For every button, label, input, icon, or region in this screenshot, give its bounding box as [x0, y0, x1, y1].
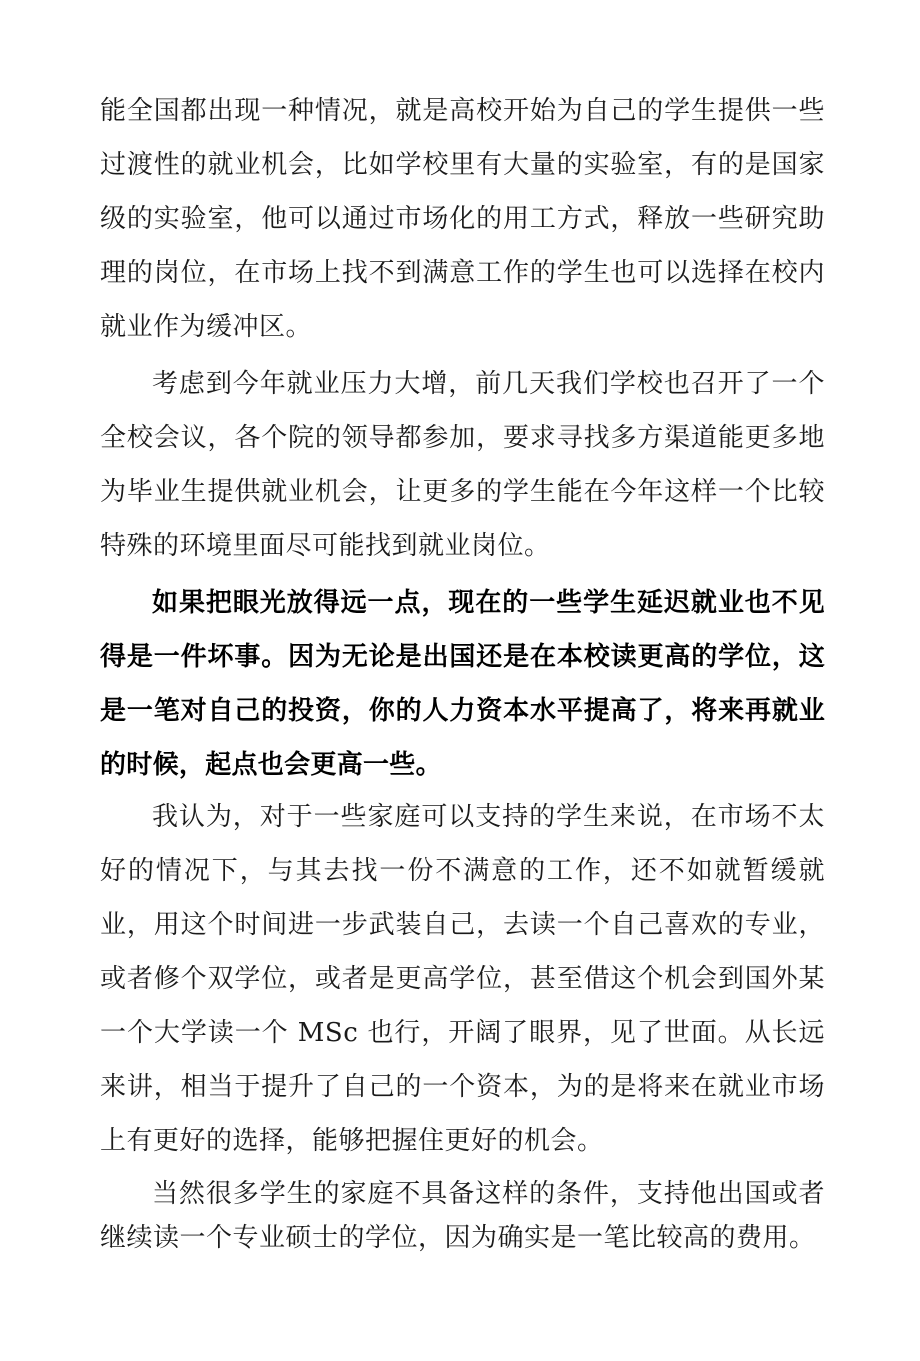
- paragraph-1: 能全国都出现一种情况，就是高校开始为自己的学生提供一些过渡性的就业机会，比如学校里有大量的实验室，有的是国家级的实验室，他可以通过市场化的用工方式，释放一些研究助理的岗位，在市场上找不到满意工作的学生也可以选择在校内就业作为缓冲区。: [100, 96, 825, 342]
- paragraph-2: 考虑到今年就业压力大增，前几天我们学校也召开了一个全校会议，各个院的领导都参加，要求寻找多方渠道能更多地为毕业生提供就业机会，让更多的学生能在今年这样一个比较特殊的环境里面尽可能找到就业岗位。: [100, 369, 825, 561]
- paragraph-5: 当然很多学生的家庭不具备这样的条件，支持他出国或者继续读一个专业硕士的学位，因为确实是一笔比较高的费用。: [100, 1179, 825, 1253]
- paragraph-4: 我认为，对于一些家庭可以支持的学生来说，在市场不太好的情况下，与其去找一份不满意的工作，还不如就暂缓就业，用这个时间进一步武装自己，去读一个自己喜欢的专业，或者修个双学位，或者是更高学位，甚至借这个机会到国外某一个大学读一个 MSc 也行，开阔了眼界，见了世面。从长远来讲，相当于提升了自己的一个资本，为的是将来在就业市场上有更好的选择，能够把握住更好的机会。: [100, 802, 825, 1156]
- paragraph-3-bold: 如果把眼光放得远一点，现在的一些学生延迟就业也不见得是一件坏事。因为无论是出国还是在本校读更高的学位，这是一笔对自己的投资，你的人力资本水平提高了，将来再就业的时候，起点也会更高一些。: [100, 588, 825, 780]
